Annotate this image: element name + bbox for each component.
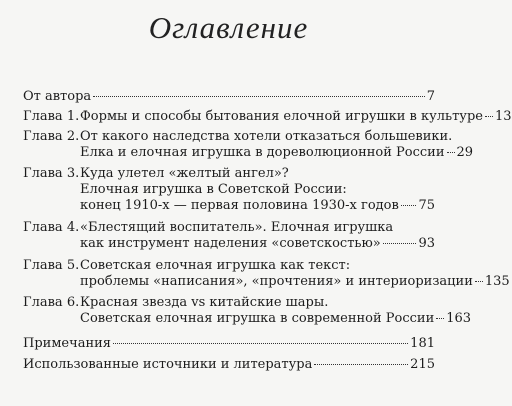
toc-entry-author-note[interactable] xyxy=(23,89,435,105)
toc-entry-title-continued: как инструмент наделения «советскостью» xyxy=(80,236,381,251)
chapter-label: Глава 2. xyxy=(23,129,80,144)
toc-entry-chapter-5[interactable] xyxy=(23,258,510,290)
toc-entry-title: Куда улетел «желтый ангел»? xyxy=(80,166,289,181)
toc-page-number: 7 xyxy=(426,89,435,104)
chapter-label: Глава 1. xyxy=(23,109,80,124)
toc-entry-title: От автора xyxy=(23,89,92,104)
toc-entry-title-continued: проблемы «написания», «прочтения» и интериоризации xyxy=(80,274,473,289)
toc-entry-chapter-4[interactable] xyxy=(23,220,435,252)
chapter-label: Глава 4. xyxy=(23,220,80,235)
toc-page-number: 93 xyxy=(418,236,435,251)
toc-entry-title: «Блестящий воспитатель». Елочная игрушка xyxy=(80,220,394,235)
toc-entry-title-continued: Елочная игрушка в Советской России: xyxy=(80,182,347,197)
toc-page-number: 29 xyxy=(456,145,474,160)
dot-leader xyxy=(436,318,444,319)
toc-page-number: 75 xyxy=(418,198,435,213)
toc-entry-chapter-3[interactable] xyxy=(23,166,435,214)
dot-leader xyxy=(475,281,483,282)
dot-leader xyxy=(113,343,408,344)
toc-entry-chapter-2[interactable] xyxy=(23,129,474,161)
toc-entry-title-continued: конец 1910-х — первая половина 1930-х годов xyxy=(80,198,399,213)
toc-entry-title-continued: Елка и елочная игрушка в дореволюционной России xyxy=(80,145,445,160)
toc-entry-title: Примечания xyxy=(23,336,112,351)
chapter-label: Глава 6. xyxy=(23,295,80,310)
toc-entry-title: Использованные источники и литература xyxy=(23,357,313,372)
toc-page-number: 181 xyxy=(410,336,435,351)
dot-leader xyxy=(401,205,417,206)
page-title: Оглавление xyxy=(148,10,309,45)
toc-page-number: 135 xyxy=(484,274,510,289)
toc-entry-chapter-6[interactable] xyxy=(23,295,472,327)
toc-entry-title: Формы и способы бытования елочной игрушки в культуре xyxy=(80,109,483,124)
toc-entry-title: От какого наследства хотели отказаться большевики. xyxy=(80,129,453,144)
toc-entry-title-continued: Советская елочная игрушка в современной России xyxy=(80,311,435,326)
toc-page-number: 163 xyxy=(446,311,472,326)
chapter-label: Глава 5. xyxy=(23,258,80,273)
dot-leader xyxy=(485,116,493,117)
toc-entry-title: Советская елочная игрушка как текст: xyxy=(80,258,351,273)
toc-entry-title: Красная звезда vs китайские шары. xyxy=(80,295,329,310)
chapter-label: Глава 3. xyxy=(23,166,80,181)
dot-leader xyxy=(314,364,408,365)
dot-leader xyxy=(383,243,417,244)
dot-leader xyxy=(93,96,425,97)
toc-entry-chapter-1[interactable] xyxy=(23,109,512,125)
toc-entry-sources[interactable] xyxy=(23,357,435,373)
toc-entry-notes[interactable] xyxy=(23,336,435,352)
toc-page-number: 215 xyxy=(410,357,435,372)
toc-page-number: 13 xyxy=(494,109,512,124)
dot-leader xyxy=(447,152,455,153)
